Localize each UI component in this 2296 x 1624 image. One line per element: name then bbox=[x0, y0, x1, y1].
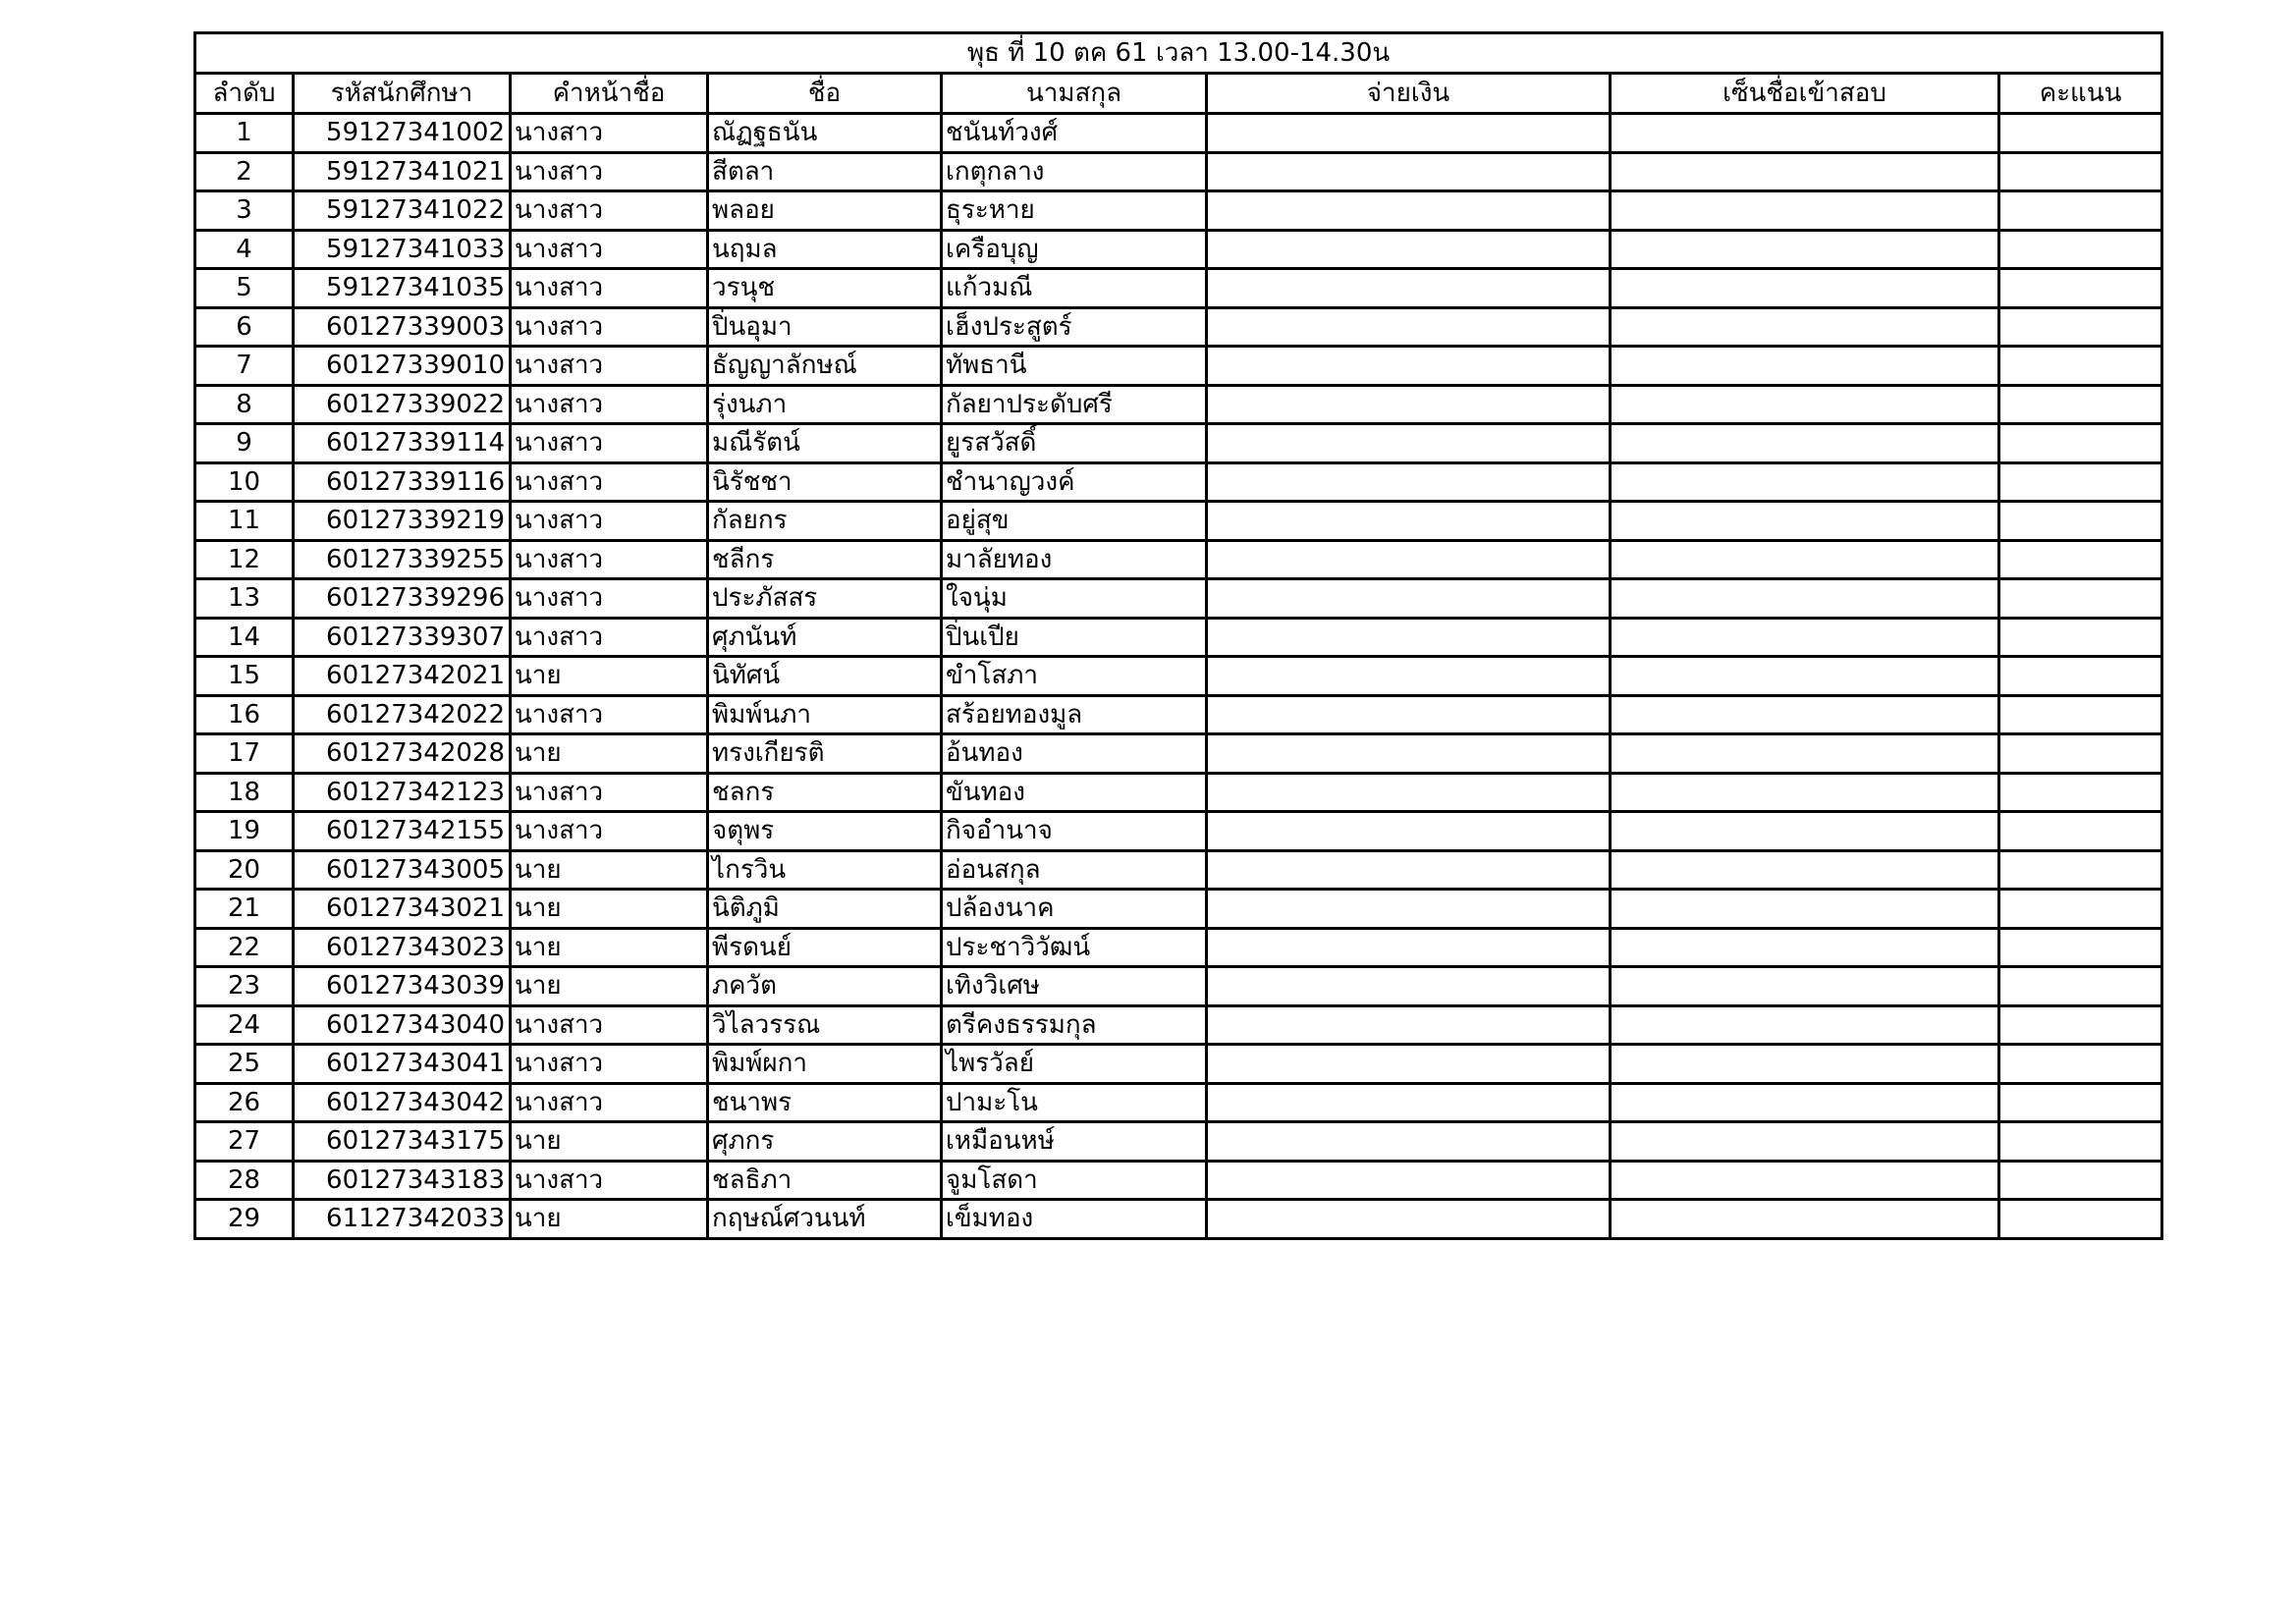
header-row bbox=[195, 74, 2162, 114]
score-cell bbox=[1999, 773, 2162, 812]
score-cell bbox=[1999, 1161, 2162, 1200]
table-row bbox=[195, 269, 2162, 308]
score-cell bbox=[1999, 114, 2162, 153]
first-name-cell: นิติภูมิ bbox=[708, 890, 942, 929]
last-name-cell: ชนันท์วงศ์ bbox=[942, 114, 1207, 153]
table-row bbox=[195, 191, 2162, 231]
payment-cell bbox=[1207, 890, 1611, 929]
signature-cell bbox=[1611, 967, 1999, 1006]
student-id-cell: 60127343023 bbox=[294, 928, 511, 967]
prefix-cell: นาย bbox=[511, 850, 708, 890]
header-score: คะแนน bbox=[1999, 74, 2162, 114]
score-cell bbox=[1999, 734, 2162, 774]
payment-cell bbox=[1207, 114, 1611, 153]
signature-cell bbox=[1611, 540, 1999, 579]
score-cell bbox=[1999, 385, 2162, 424]
last-name-cell: ประชาวิวัฒน์ bbox=[942, 928, 1207, 967]
first-name-cell: ชลีกร bbox=[708, 540, 942, 579]
student-id-cell: 60127343041 bbox=[294, 1045, 511, 1084]
header-last-name: นามสกุล bbox=[942, 74, 1207, 114]
row-number: 21 bbox=[195, 890, 294, 929]
row-number: 14 bbox=[195, 618, 294, 657]
score-cell bbox=[1999, 618, 2162, 657]
student-id-cell: 61127342033 bbox=[294, 1200, 511, 1239]
row-number: 27 bbox=[195, 1122, 294, 1162]
last-name-cell: เครือบุญ bbox=[942, 230, 1207, 269]
student-id-cell: 60127339116 bbox=[294, 462, 511, 502]
first-name-cell: ชนาพร bbox=[708, 1083, 942, 1122]
last-name-cell: ปามะโน bbox=[942, 1083, 1207, 1122]
first-name-cell: พิมพ์นภา bbox=[708, 695, 942, 734]
prefix-cell: นาย bbox=[511, 1200, 708, 1239]
signature-cell bbox=[1611, 385, 1999, 424]
payment-cell bbox=[1207, 385, 1611, 424]
row-number: 8 bbox=[195, 385, 294, 424]
row-number: 28 bbox=[195, 1161, 294, 1200]
table-row bbox=[195, 657, 2162, 696]
row-number: 15 bbox=[195, 657, 294, 696]
payment-cell bbox=[1207, 850, 1611, 890]
row-number: 24 bbox=[195, 1005, 294, 1045]
table-row bbox=[195, 1122, 2162, 1162]
student-id-cell: 60127342155 bbox=[294, 812, 511, 851]
score-cell bbox=[1999, 462, 2162, 502]
payment-cell bbox=[1207, 502, 1611, 541]
last-name-cell: แก้วมณี bbox=[942, 269, 1207, 308]
first-name-cell: ธัญญาลักษณ์ bbox=[708, 347, 942, 386]
table-row bbox=[195, 347, 2162, 386]
signature-cell bbox=[1611, 1200, 1999, 1239]
signature-cell bbox=[1611, 890, 1999, 929]
prefix-cell: นางสาว bbox=[511, 191, 708, 231]
score-cell bbox=[1999, 890, 2162, 929]
student-id-cell: 60127343040 bbox=[294, 1005, 511, 1045]
table-row bbox=[195, 385, 2162, 424]
first-name-cell: นฤมล bbox=[708, 230, 942, 269]
prefix-cell: นาย bbox=[511, 967, 708, 1006]
last-name-cell: เกตุกลาง bbox=[942, 152, 1207, 191]
signature-cell bbox=[1611, 191, 1999, 231]
header-first-name: ชื่อ bbox=[708, 74, 942, 114]
table-body bbox=[195, 114, 2162, 1239]
score-cell bbox=[1999, 928, 2162, 967]
signature-cell bbox=[1611, 773, 1999, 812]
table-row bbox=[195, 618, 2162, 657]
table-row bbox=[195, 579, 2162, 619]
header-no: ลำดับ bbox=[195, 74, 294, 114]
first-name-cell: พลอย bbox=[708, 191, 942, 231]
score-cell bbox=[1999, 269, 2162, 308]
table-row bbox=[195, 307, 2162, 347]
first-name-cell: ชลกร bbox=[708, 773, 942, 812]
prefix-cell: นางสาว bbox=[511, 462, 708, 502]
last-name-cell: ปล้องนาค bbox=[942, 890, 1207, 929]
header-signature: เซ็นชื่อเข้าสอบ bbox=[1611, 74, 1999, 114]
table-row bbox=[195, 812, 2162, 851]
prefix-cell: นางสาว bbox=[511, 618, 708, 657]
prefix-cell: นางสาว bbox=[511, 152, 708, 191]
row-number: 19 bbox=[195, 812, 294, 851]
row-number: 2 bbox=[195, 152, 294, 191]
last-name-cell: กิจอำนาจ bbox=[942, 812, 1207, 851]
table-row bbox=[195, 734, 2162, 774]
first-name-cell: นิทัศน์ bbox=[708, 657, 942, 696]
payment-cell bbox=[1207, 307, 1611, 347]
student-id-cell: 60127339010 bbox=[294, 347, 511, 386]
table-row bbox=[195, 1161, 2162, 1200]
payment-cell bbox=[1207, 657, 1611, 696]
payment-cell bbox=[1207, 152, 1611, 191]
prefix-cell: นางสาว bbox=[511, 502, 708, 541]
student-id-cell: 60127343042 bbox=[294, 1083, 511, 1122]
student-id-cell: 59127341022 bbox=[294, 191, 511, 231]
last-name-cell: มาลัยทอง bbox=[942, 540, 1207, 579]
payment-cell bbox=[1207, 967, 1611, 1006]
signature-cell bbox=[1611, 1122, 1999, 1162]
payment-cell bbox=[1207, 1122, 1611, 1162]
row-number: 26 bbox=[195, 1083, 294, 1122]
score-cell bbox=[1999, 967, 2162, 1006]
table-row bbox=[195, 890, 2162, 929]
score-cell bbox=[1999, 1005, 2162, 1045]
table-row bbox=[195, 1200, 2162, 1239]
first-name-cell: ศุภกร bbox=[708, 1122, 942, 1162]
student-id-cell: 59127341002 bbox=[294, 114, 511, 153]
payment-cell bbox=[1207, 1045, 1611, 1084]
table-row bbox=[195, 928, 2162, 967]
prefix-cell: นางสาว bbox=[511, 1161, 708, 1200]
first-name-cell: พีรดนย์ bbox=[708, 928, 942, 967]
prefix-cell: นาย bbox=[511, 1122, 708, 1162]
row-number: 1 bbox=[195, 114, 294, 153]
payment-cell bbox=[1207, 1005, 1611, 1045]
first-name-cell: มณีรัตน์ bbox=[708, 424, 942, 463]
prefix-cell: นางสาว bbox=[511, 1045, 708, 1084]
row-number: 23 bbox=[195, 967, 294, 1006]
signature-cell bbox=[1611, 579, 1999, 619]
header-prefix: คำหน้าชื่อ bbox=[511, 74, 708, 114]
student-id-cell: 60127342028 bbox=[294, 734, 511, 774]
prefix-cell: นางสาว bbox=[511, 1005, 708, 1045]
payment-cell bbox=[1207, 1161, 1611, 1200]
score-cell bbox=[1999, 347, 2162, 386]
score-cell bbox=[1999, 307, 2162, 347]
last-name-cell: อ้นทอง bbox=[942, 734, 1207, 774]
payment-cell bbox=[1207, 579, 1611, 619]
first-name-cell: วรนุช bbox=[708, 269, 942, 308]
row-number: 5 bbox=[195, 269, 294, 308]
table-row bbox=[195, 114, 2162, 153]
row-number: 3 bbox=[195, 191, 294, 231]
first-name-cell: ทรงเกียรติ bbox=[708, 734, 942, 774]
payment-cell bbox=[1207, 191, 1611, 231]
last-name-cell: เหมือนหษ์ bbox=[942, 1122, 1207, 1162]
student-id-cell: 60127343183 bbox=[294, 1161, 511, 1200]
prefix-cell: นาย bbox=[511, 928, 708, 967]
row-number: 18 bbox=[195, 773, 294, 812]
row-number: 20 bbox=[195, 850, 294, 890]
attendance-table bbox=[193, 31, 2163, 1240]
payment-cell bbox=[1207, 1200, 1611, 1239]
prefix-cell: นางสาว bbox=[511, 230, 708, 269]
signature-cell bbox=[1611, 1161, 1999, 1200]
signature-cell bbox=[1611, 502, 1999, 541]
table-row bbox=[195, 773, 2162, 812]
first-name-cell: ปิ่นอุมา bbox=[708, 307, 942, 347]
table-row bbox=[195, 540, 2162, 579]
first-name-cell: ณัฏฐธนัน bbox=[708, 114, 942, 153]
prefix-cell: นาย bbox=[511, 657, 708, 696]
prefix-cell: นางสาว bbox=[511, 424, 708, 463]
prefix-cell: นาย bbox=[511, 734, 708, 774]
student-id-cell: 60127343021 bbox=[294, 890, 511, 929]
first-name-cell: วิไลวรรณ bbox=[708, 1005, 942, 1045]
first-name-cell: จตุพร bbox=[708, 812, 942, 851]
prefix-cell: นางสาว bbox=[511, 307, 708, 347]
first-name-cell: ไกรวิน bbox=[708, 850, 942, 890]
payment-cell bbox=[1207, 1083, 1611, 1122]
student-id-cell: 60127342021 bbox=[294, 657, 511, 696]
signature-cell bbox=[1611, 850, 1999, 890]
score-cell bbox=[1999, 502, 2162, 541]
table-row bbox=[195, 695, 2162, 734]
last-name-cell: ขันทอง bbox=[942, 773, 1207, 812]
score-cell bbox=[1999, 850, 2162, 890]
prefix-cell: นาย bbox=[511, 890, 708, 929]
table-row bbox=[195, 1005, 2162, 1045]
student-id-cell: 59127341021 bbox=[294, 152, 511, 191]
first-name-cell: รุ่งนภา bbox=[708, 385, 942, 424]
student-id-cell: 60127339219 bbox=[294, 502, 511, 541]
row-number: 25 bbox=[195, 1045, 294, 1084]
student-id-cell: 60127339296 bbox=[294, 579, 511, 619]
header-payment: จ่ายเงิน bbox=[1207, 74, 1611, 114]
signature-cell bbox=[1611, 812, 1999, 851]
first-name-cell: ศุภนันท์ bbox=[708, 618, 942, 657]
prefix-cell: นางสาว bbox=[511, 347, 708, 386]
last-name-cell: ยูรสวัสดิ์ bbox=[942, 424, 1207, 463]
table-row bbox=[195, 967, 2162, 1006]
prefix-cell: นางสาว bbox=[511, 385, 708, 424]
first-name-cell: นิรัชชา bbox=[708, 462, 942, 502]
last-name-cell: เทิงวิเศษ bbox=[942, 967, 1207, 1006]
score-cell bbox=[1999, 695, 2162, 734]
last-name-cell: กัลยาประดับศรี bbox=[942, 385, 1207, 424]
score-cell bbox=[1999, 424, 2162, 463]
payment-cell bbox=[1207, 269, 1611, 308]
score-cell bbox=[1999, 1122, 2162, 1162]
payment-cell bbox=[1207, 734, 1611, 774]
score-cell bbox=[1999, 579, 2162, 619]
signature-cell bbox=[1611, 462, 1999, 502]
prefix-cell: นางสาว bbox=[511, 1083, 708, 1122]
table-row bbox=[195, 1045, 2162, 1084]
prefix-cell: นางสาว bbox=[511, 540, 708, 579]
signature-cell bbox=[1611, 657, 1999, 696]
payment-cell bbox=[1207, 618, 1611, 657]
score-cell bbox=[1999, 1045, 2162, 1084]
first-name-cell: สีตลา bbox=[708, 152, 942, 191]
table-row bbox=[195, 502, 2162, 541]
last-name-cell: ชำนาญวงค์ bbox=[942, 462, 1207, 502]
student-id-cell: 59127341033 bbox=[294, 230, 511, 269]
prefix-cell: นางสาว bbox=[511, 695, 708, 734]
signature-cell bbox=[1611, 347, 1999, 386]
student-id-cell: 60127342022 bbox=[294, 695, 511, 734]
score-cell bbox=[1999, 812, 2162, 851]
last-name-cell: ปิ่นเปีย bbox=[942, 618, 1207, 657]
first-name-cell: ชลธิภา bbox=[708, 1161, 942, 1200]
prefix-cell: นางสาว bbox=[511, 812, 708, 851]
student-id-cell: 60127339255 bbox=[294, 540, 511, 579]
score-cell bbox=[1999, 1200, 2162, 1239]
row-number: 12 bbox=[195, 540, 294, 579]
signature-cell bbox=[1611, 734, 1999, 774]
table-row bbox=[195, 1083, 2162, 1122]
prefix-cell: นางสาว bbox=[511, 773, 708, 812]
student-id-cell: 60127339022 bbox=[294, 385, 511, 424]
table-row bbox=[195, 230, 2162, 269]
signature-cell bbox=[1611, 928, 1999, 967]
row-number: 7 bbox=[195, 347, 294, 386]
student-id-cell: 60127339307 bbox=[294, 618, 511, 657]
signature-cell bbox=[1611, 230, 1999, 269]
student-id-cell: 60127343175 bbox=[294, 1122, 511, 1162]
score-cell bbox=[1999, 1083, 2162, 1122]
student-id-cell: 60127339114 bbox=[294, 424, 511, 463]
signature-cell bbox=[1611, 695, 1999, 734]
row-number: 17 bbox=[195, 734, 294, 774]
row-number: 29 bbox=[195, 1200, 294, 1239]
signature-cell bbox=[1611, 152, 1999, 191]
score-cell bbox=[1999, 540, 2162, 579]
last-name-cell: จูมโสดา bbox=[942, 1161, 1207, 1200]
last-name-cell: ขำโสภา bbox=[942, 657, 1207, 696]
row-number: 9 bbox=[195, 424, 294, 463]
last-name-cell: เข็มทอง bbox=[942, 1200, 1207, 1239]
signature-cell bbox=[1611, 1045, 1999, 1084]
student-id-cell: 60127343005 bbox=[294, 850, 511, 890]
student-id-cell: 60127343039 bbox=[294, 967, 511, 1006]
prefix-cell: นางสาว bbox=[511, 114, 708, 153]
signature-cell bbox=[1611, 618, 1999, 657]
signature-cell bbox=[1611, 1005, 1999, 1045]
last-name-cell: อยู่สุข bbox=[942, 502, 1207, 541]
student-id-cell: 59127341035 bbox=[294, 269, 511, 308]
payment-cell bbox=[1207, 928, 1611, 967]
payment-cell bbox=[1207, 812, 1611, 851]
last-name-cell: ธุระหาย bbox=[942, 191, 1207, 231]
first-name-cell: ประภัสสร bbox=[708, 579, 942, 619]
table-row bbox=[195, 462, 2162, 502]
prefix-cell: นางสาว bbox=[511, 269, 708, 308]
signature-cell bbox=[1611, 114, 1999, 153]
last-name-cell: สร้อยทองมูล bbox=[942, 695, 1207, 734]
first-name-cell: กฤษณ์ศวนนท์ bbox=[708, 1200, 942, 1239]
last-name-cell: ทัพธานี bbox=[942, 347, 1207, 386]
last-name-cell: ตรีคงธรรมกุล bbox=[942, 1005, 1207, 1045]
last-name-cell: ไพรวัลย์ bbox=[942, 1045, 1207, 1084]
row-number: 22 bbox=[195, 928, 294, 967]
signature-cell bbox=[1611, 307, 1999, 347]
last-name-cell: ใจนุ่ม bbox=[942, 579, 1207, 619]
payment-cell bbox=[1207, 347, 1611, 386]
last-name-cell: เฮ็งประสูตร์ bbox=[942, 307, 1207, 347]
payment-cell bbox=[1207, 424, 1611, 463]
table-row bbox=[195, 152, 2162, 191]
first-name-cell: ภควัต bbox=[708, 967, 942, 1006]
signature-cell bbox=[1611, 424, 1999, 463]
score-cell bbox=[1999, 152, 2162, 191]
first-name-cell: พิมพ์ผกา bbox=[708, 1045, 942, 1084]
table-row bbox=[195, 850, 2162, 890]
payment-cell bbox=[1207, 230, 1611, 269]
table-row bbox=[195, 424, 2162, 463]
row-number: 6 bbox=[195, 307, 294, 347]
signature-cell bbox=[1611, 269, 1999, 308]
row-number: 11 bbox=[195, 502, 294, 541]
sheet-title: พุธ ที่ 10 ตค 61 เวลา 13.00-14.30น bbox=[195, 33, 2162, 74]
prefix-cell: นางสาว bbox=[511, 579, 708, 619]
row-number: 10 bbox=[195, 462, 294, 502]
payment-cell bbox=[1207, 695, 1611, 734]
student-id-cell: 60127339003 bbox=[294, 307, 511, 347]
score-cell bbox=[1999, 230, 2162, 269]
score-cell bbox=[1999, 191, 2162, 231]
student-id-cell: 60127342123 bbox=[294, 773, 511, 812]
payment-cell bbox=[1207, 462, 1611, 502]
row-number: 13 bbox=[195, 579, 294, 619]
score-cell bbox=[1999, 657, 2162, 696]
payment-cell bbox=[1207, 540, 1611, 579]
last-name-cell: อ่อนสกุล bbox=[942, 850, 1207, 890]
first-name-cell: กัลยกร bbox=[708, 502, 942, 541]
signature-cell bbox=[1611, 1083, 1999, 1122]
payment-cell bbox=[1207, 773, 1611, 812]
row-number: 4 bbox=[195, 230, 294, 269]
row-number: 16 bbox=[195, 695, 294, 734]
header-student-id: รหัสนักศึกษา bbox=[294, 74, 511, 114]
